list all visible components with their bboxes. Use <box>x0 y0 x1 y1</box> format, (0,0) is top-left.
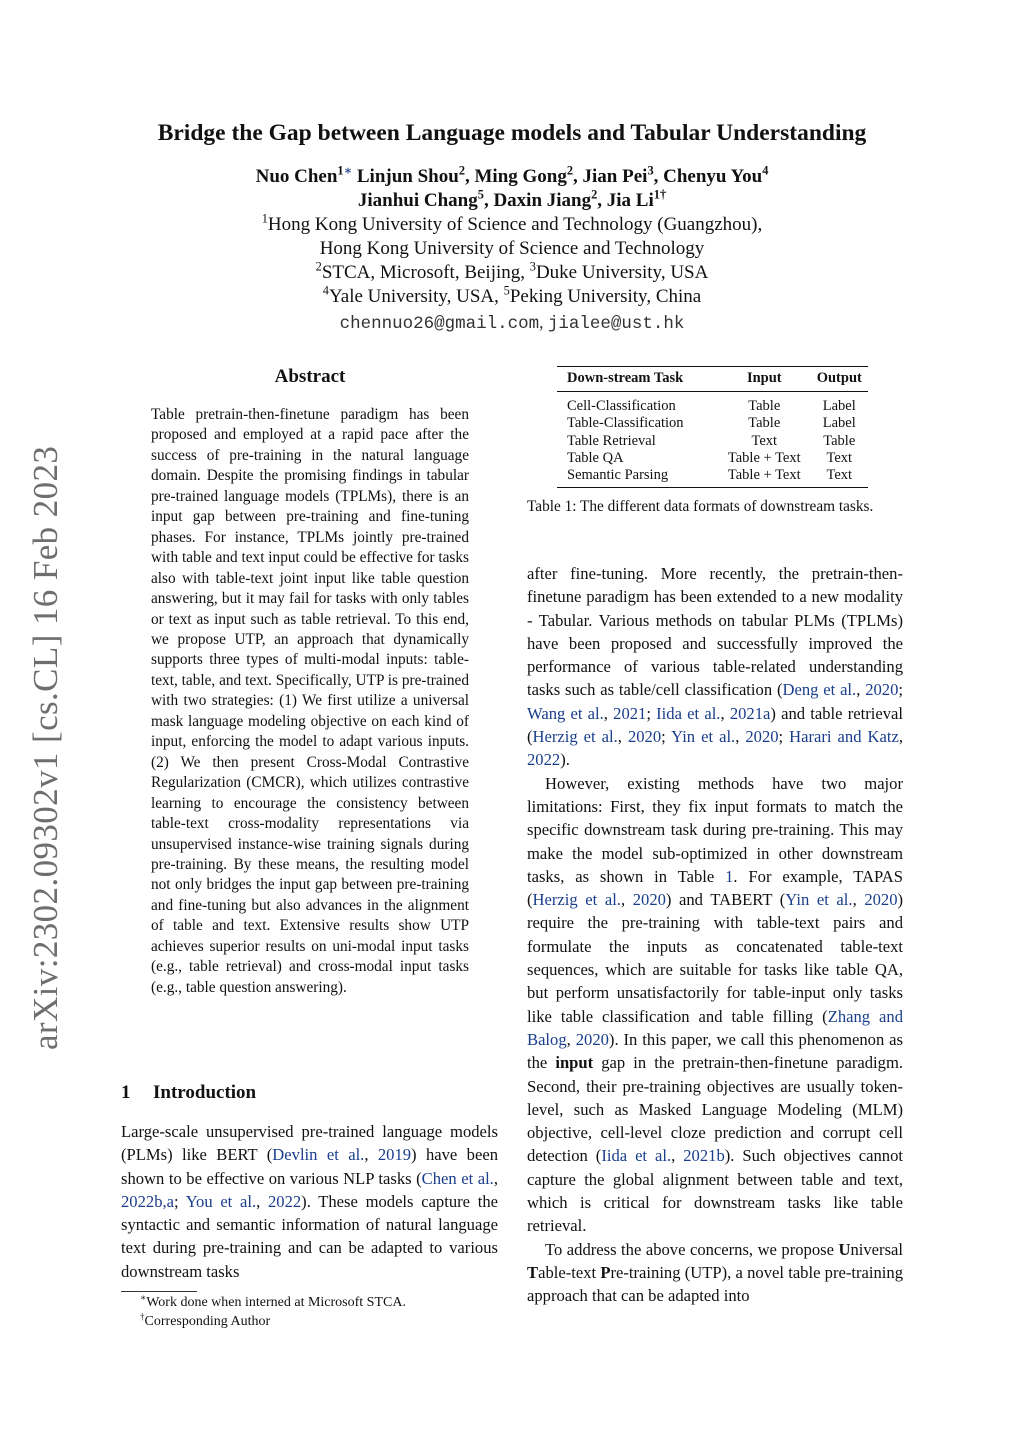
introduction-left-column <box>121 1120 498 1283</box>
body-text: able-text <box>538 1262 601 1282</box>
emphasis-text: T <box>527 1262 539 1282</box>
table-row <box>557 415 868 432</box>
table-cell: Table Retrieval <box>567 432 656 449</box>
author-affiliation-mark: 3 <box>647 163 654 178</box>
footnote-rule <box>121 1291 197 1292</box>
body-text: Large-scale unsupervised pre-trained language models (PLMs) like BERT ( <box>121 1122 498 1165</box>
author-name: Daxin Jiang <box>493 190 592 211</box>
body-text: However, existing methods have two major limitations: First, they fix input formats to match the specific downstream task during pre-training. This may make the model sub-optimized in other downstream tasks, as shown in Table <box>527 773 903 886</box>
table-row <box>557 450 868 467</box>
citation-link[interactable]: Deng et al. <box>782 680 857 700</box>
table-row <box>557 433 868 450</box>
email-separator: , <box>539 312 548 332</box>
body-text: ; <box>646 703 657 723</box>
affiliation-1b: Hong Kong University of Science and Technology <box>319 238 705 259</box>
table-cell: Table <box>823 432 856 449</box>
citation-link[interactable]: Yin et al. <box>785 890 853 910</box>
citation-link[interactable]: Iida et al. <box>601 1146 672 1166</box>
table-header-output: Output <box>811 367 868 392</box>
affiliation-5-text: Peking University, China <box>509 286 702 307</box>
author-name: Chenyu You <box>663 166 763 187</box>
table-cell: Semantic Parsing <box>557 467 718 488</box>
citation-link[interactable]: 2021 <box>613 703 647 723</box>
abstract-heading: Abstract <box>274 366 346 387</box>
body-text: ). These models capture the syntactic and semantic information of natural language text during pre-training and can be adapted to various downstream tasks <box>121 1191 499 1281</box>
body-text: , <box>617 727 628 747</box>
footnote-1-mark: ∗ <box>140 1292 147 1303</box>
body-text: niversal <box>850 1239 903 1259</box>
body-text: ) have been shown to be effective on various NLP tasks ( <box>121 1145 498 1188</box>
body-text: ) and table retrieval ( <box>527 703 904 747</box>
author-name: Jia Li <box>606 190 654 211</box>
body-text: , <box>603 703 614 723</box>
table-row <box>557 392 868 416</box>
body-text: gap in the pretrain-then-finetune paradigm. Second, their pre-training objectives are usually token-level, such as Masked Language Modeling (MLM) objective, cell-level cloze prediction and corrupt cell detection ( <box>527 1053 904 1166</box>
citation-link[interactable]: 1 <box>725 866 734 886</box>
body-text: ; <box>174 1191 186 1211</box>
footnote-2 <box>140 1312 406 1331</box>
paper-title: Bridge the Gap between Language models and Tabular Understanding <box>157 120 867 146</box>
table-cell: Text <box>811 467 868 488</box>
table-cell: Table-Classification <box>567 415 684 432</box>
abstract-text: Table pretrain-then-finetune paradigm has been proposed and employed at a rapid pace after the success of pre-training in the natural language domain. Despite the promising findings in tabular pre-trained language models (TPLMs), there is an input gap between pre-training and fine-tuning phases. For instance, TPLMs jointly pre-trained with table and text input could be effective for tasks also with table-text joint input like table question answering, but it may fail for tasks with only tables or text as input such as table retrieval. To this end, we propose UTP, an approach that dynamically supports three types of multi-modal inputs: table-text, table, and text. Specifically, UTP is pre-trained with two strategies: (1) We first utilize a universal mask language modeling objective on each kind of input, enforcing the model to adapt various inputs. (2) We then present Cross-Modal Contrastive Regularization (CMCR), which utilizes contrastive learning to encourage the consistency between table-text cross-modality representations via unsupervised instance-wise training signals during pre-training. By these means, the resulting model not only bridges the input gap between pre-training and fine-tuning but also advances in the alignment of table and text. Extensive results show UTP achieves superior results on uni-modal input tasks (e.g., table retrieval) and cross-modal input tasks (e.g., table question answering). <box>151 406 469 996</box>
section-number: 1 <box>121 1082 131 1103</box>
author-affiliation-mark: 4 <box>762 163 769 178</box>
citation-link[interactable]: Wang et al. <box>527 703 604 723</box>
author-name: Ming Gong <box>474 166 567 187</box>
author-affiliation-mark: 2 <box>458 163 465 178</box>
footnote-2-mark: † <box>140 1311 145 1322</box>
paragraph <box>527 1238 903 1308</box>
citation-link[interactable]: 2019 <box>377 1145 412 1165</box>
author-separator: , <box>597 190 603 211</box>
body-text: ). Such objectives cannot capture the global alignment between table and text, which is critical for downstream tasks like table retrieval. <box>527 1146 903 1236</box>
citation-link[interactable]: 2021b <box>683 1146 725 1166</box>
table-cell: Table QA <box>567 449 624 466</box>
table-cell: Label <box>822 415 856 432</box>
table-1-caption: Table 1: The different data formats of downstream tasks. <box>527 498 874 515</box>
emphasis-text: P <box>600 1262 611 1282</box>
body-text: , <box>256 1191 268 1211</box>
table-header-row <box>557 367 868 392</box>
citation-link[interactable]: 2021a <box>729 703 771 723</box>
table-cell: Text <box>826 449 853 466</box>
arxiv-identifier-stamp: arXiv:2302.09302v1 [cs.CL] 16 Feb 2023 <box>26 445 65 1050</box>
author-name: Jianhui Chang <box>357 190 478 211</box>
body-text: re-training (UTP), a novel table pre-training approach that can be adapted into <box>527 1262 904 1306</box>
citation-link[interactable]: Zhang and Balog <box>527 1006 903 1049</box>
footnotes <box>140 1293 406 1331</box>
body-text: ; <box>898 680 903 700</box>
footnote-1 <box>140 1293 406 1312</box>
body-text: ; <box>661 727 672 747</box>
introduction-right-column <box>527 562 903 1308</box>
author-affiliation-mark: 2 <box>591 187 598 202</box>
affiliation-4-5 <box>0 283 1024 308</box>
body-text: , <box>898 727 903 747</box>
citation-link[interactable]: Harari and Katz <box>789 727 899 747</box>
author-footnote-mark[interactable]: ∗ <box>343 163 353 178</box>
author-name: Nuo Chen <box>255 166 338 187</box>
table-cell: Table + Text <box>718 467 811 488</box>
body-text: ; <box>778 727 790 747</box>
citation-link[interactable]: 2020 <box>864 890 898 910</box>
citation-link[interactable]: Iida et al. <box>656 703 721 723</box>
citation-link[interactable]: 2020 <box>745 727 779 747</box>
citation-link[interactable]: Herzig et al. <box>532 727 618 747</box>
author-name: Linjun Shou <box>356 166 459 187</box>
citation-link[interactable]: Chen et al. <box>421 1168 494 1188</box>
affiliation-2-3 <box>0 259 1024 284</box>
email-1[interactable]: chennuo26@gmail.com <box>339 314 540 334</box>
body-text: , <box>671 1146 684 1166</box>
citation-link[interactable]: 2020 <box>865 680 899 700</box>
paragraph <box>527 772 903 1238</box>
citation-link[interactable]: 2022b,a <box>121 1191 174 1211</box>
table-cell: Table + Text <box>727 449 801 466</box>
emphasis-text: U <box>838 1239 851 1259</box>
affiliation-3-mark: 3 <box>529 259 536 274</box>
body-text: , <box>620 890 633 910</box>
table-1-data-formats <box>557 366 868 488</box>
citation-link[interactable]: Devlin et al. <box>272 1145 365 1165</box>
citation-link[interactable]: Herzig et al. <box>532 890 621 910</box>
author-affiliation-mark: 2 <box>566 163 574 178</box>
author-affiliation-mark: 5 <box>477 187 484 202</box>
emphasis-text: input <box>555 1053 594 1073</box>
body-text: , <box>720 703 730 723</box>
table-cell: Cell-Classification <box>567 398 676 415</box>
table-cell: Label <box>822 398 856 415</box>
body-text: after fine-tuning. More recently, the pretrain-then-finetune paradigm has been extended to a new modality - Tabular. Various methods on tabular PLMs (TPLMs) have been proposed and successfully improved the performance of various table-related understanding tasks such as table/cell classification ( <box>527 564 903 700</box>
body-text: , <box>735 727 746 747</box>
affiliation-5-mark: 5 <box>503 283 510 298</box>
body-text: , <box>364 1145 378 1165</box>
body-text: , <box>852 890 865 910</box>
footnote-2-text: Corresponding Author <box>144 1314 271 1329</box>
body-text: , <box>856 680 866 700</box>
body-text: , <box>493 1168 498 1188</box>
section-title: Introduction <box>153 1082 257 1103</box>
author-separator: , <box>573 166 578 187</box>
author-line-1 <box>0 163 1024 188</box>
author-separator: , <box>653 166 659 187</box>
citation-link[interactable]: 2022 <box>267 1191 302 1211</box>
citation-link[interactable]: You et al. <box>185 1191 257 1211</box>
table-header-input: Input <box>718 367 811 392</box>
body-text: ). <box>560 750 570 770</box>
citation-link[interactable]: 2020 <box>627 727 662 747</box>
paragraph <box>527 562 903 772</box>
citation-link[interactable]: 2020 <box>632 890 666 910</box>
citation-link[interactable]: 2022 <box>527 750 561 770</box>
affiliation-2-mark: 2 <box>315 259 322 274</box>
body-text: ). In this paper, we call this phenomenon as the <box>527 1029 904 1073</box>
affiliation-1-text: Hong Kong University of Science and Technology (Guangzhou), <box>267 214 763 235</box>
body-text: . For example, TAPAS ( <box>527 866 903 910</box>
author-affiliation-mark: 1† <box>653 187 667 202</box>
author-affiliation-mark: 1 <box>337 163 344 178</box>
affiliation-1 <box>0 211 1024 236</box>
affiliation-3-text: Duke University, USA <box>535 262 709 283</box>
affiliation-1-mark: 1 <box>261 211 268 226</box>
email-2[interactable]: jialee@ust.hk <box>547 314 685 334</box>
table-cell: Text <box>751 432 778 449</box>
table-cell: Table <box>748 398 781 415</box>
section-heading-introduction <box>121 1082 256 1104</box>
table-header-task: Down-stream Task <box>557 367 718 392</box>
table-cell: Table <box>748 415 781 432</box>
table-row <box>557 467 868 488</box>
author-name: Jian Pei <box>582 166 648 187</box>
citation-link[interactable]: 2020 <box>575 1029 609 1049</box>
affiliation-4-mark: 4 <box>322 283 329 298</box>
body-text: ) and TABERT ( <box>665 890 786 910</box>
author-separator: , <box>464 166 470 187</box>
body-text: , <box>566 1029 576 1049</box>
body-text: To address the above concerns, we propose <box>545 1239 839 1259</box>
affiliation-4-text: Yale University, USA, <box>328 286 504 307</box>
affiliation-2-text: STCA, Microsoft, Beijing, <box>321 262 530 283</box>
author-line-2 <box>0 187 1024 212</box>
author-separator: , <box>483 190 489 211</box>
body-text: ) require the pre-training with table-text pairs and formulate the inputs as concatenated table-text sequences, which are suitable for tasks like table QA, but perform unsatisfactorily for table-input only tasks like table classification and table filling ( <box>527 890 904 1026</box>
author-emails <box>0 312 1024 334</box>
footnote-1-text: Work done when interned at Microsoft STCA. <box>146 1295 406 1310</box>
citation-link[interactable]: Yin et al. <box>671 727 736 747</box>
